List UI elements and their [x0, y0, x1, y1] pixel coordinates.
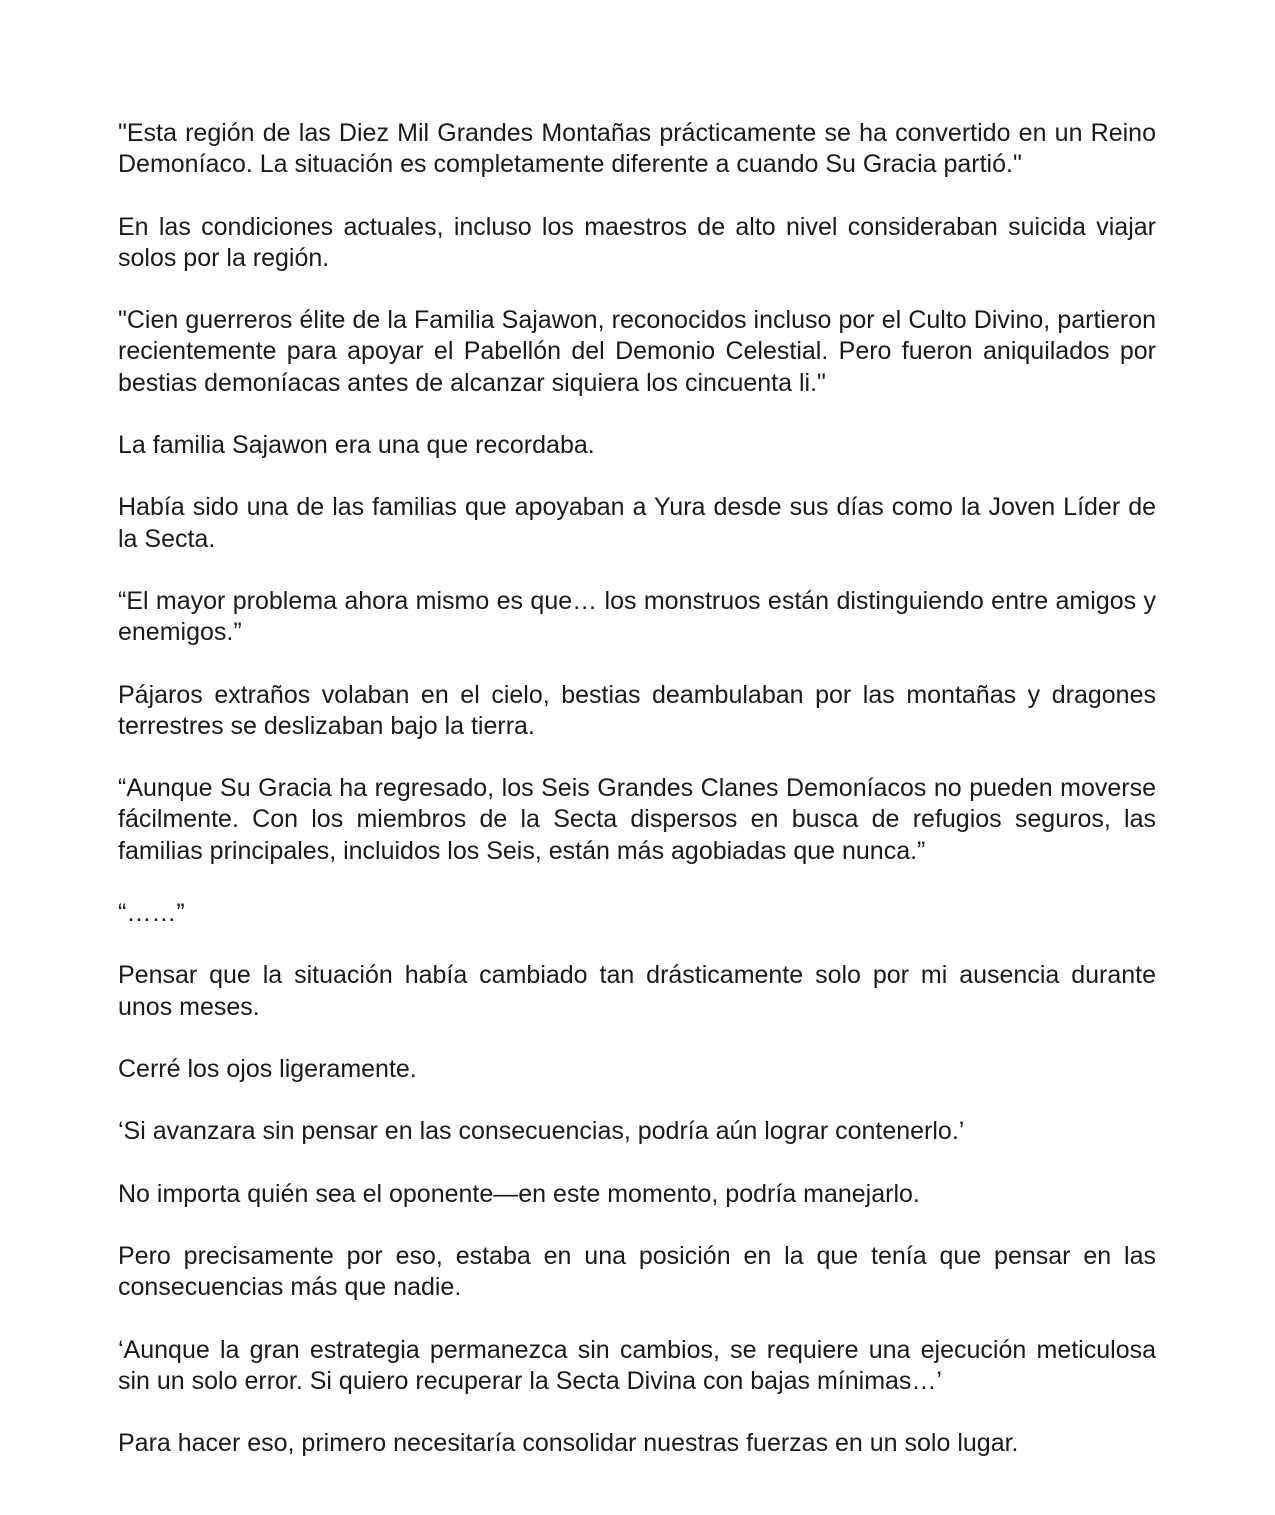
paragraph-5: Había sido una de las familias que apoyaban a Yura desde sus días como la Joven Líder de la Secta. — [118, 493, 1156, 553]
paragraph-2: En las condiciones actuales, incluso los maestros de alto nivel consideraban suicida viajar solos por la región. — [118, 212, 1156, 272]
paragraph-15: ‘Aunque la gran estrategia permanezca sin cambios, se requiere una ejecución meticulosa sin un solo error. Si quiero recuperar la Secta Divina con bajas mínimas…’ — [118, 1335, 1156, 1395]
paragraph-14: Pero precisamente por eso, estaba en una posición en la que tenía que pensar en las consecuencias más que nadie. — [118, 1242, 1156, 1302]
document-page — [118, 118, 1156, 1460]
paragraph-6: “El mayor problema ahora mismo es que… los monstruos están distinguiendo entre amigos y enemigos.” — [118, 586, 1156, 647]
paragraph-1: "Esta región de las Diez Mil Grandes Montañas prácticamente se ha convertido en un Reino Demoníaco. La situación es completamente diferente a cuando Su Gracia partió." — [118, 119, 1156, 179]
paragraph-7: Pájaros extraños volaban en el cielo, bestias deambulaban por las montañas y dragones terrestres se deslizaban bajo la tierra. — [118, 680, 1156, 740]
paragraph-8: “Aunque Su Gracia ha regresado, los Seis Grandes Clanes Demoníacos no pueden moverse fácilmente. Con los miembros de la Secta dispersos en busca de refugios seguros, las familias principales, incluidos los Seis, están más agobiadas que nunca.” — [118, 774, 1156, 865]
paragraph-3: "Cien guerreros élite de la Familia Sajawon, reconocidos incluso por el Culto Divino, partieron recientemente para apoyar el Pabellón del Demonio Celestial. Pero fueron aniquilados por bestias demoníacas antes de alcanzar siquiera los cincuenta li." — [118, 306, 1156, 397]
paragraph-12: ‘Si avanzara sin pensar en las consecuencias, podría aún lograr contenerlo.’ — [118, 1117, 965, 1146]
paragraph-10: Pensar que la situación había cambiado tan drásticamente solo por mi ausencia durante unos meses. — [118, 961, 1156, 1021]
paragraph-16: Para hacer eso, primero necesitaría consolidar nuestras fuerzas en un solo lugar. — [118, 1429, 1019, 1458]
paragraph-11: Cerré los ojos ligeramente. — [118, 1054, 417, 1083]
paragraph-4: La familia Sajawon era una que recordaba. — [118, 430, 595, 459]
paragraph-9: “……” — [118, 898, 185, 927]
paragraph-13: No importa quién sea el oponente—en este momento, podría manejarlo. — [118, 1179, 920, 1208]
